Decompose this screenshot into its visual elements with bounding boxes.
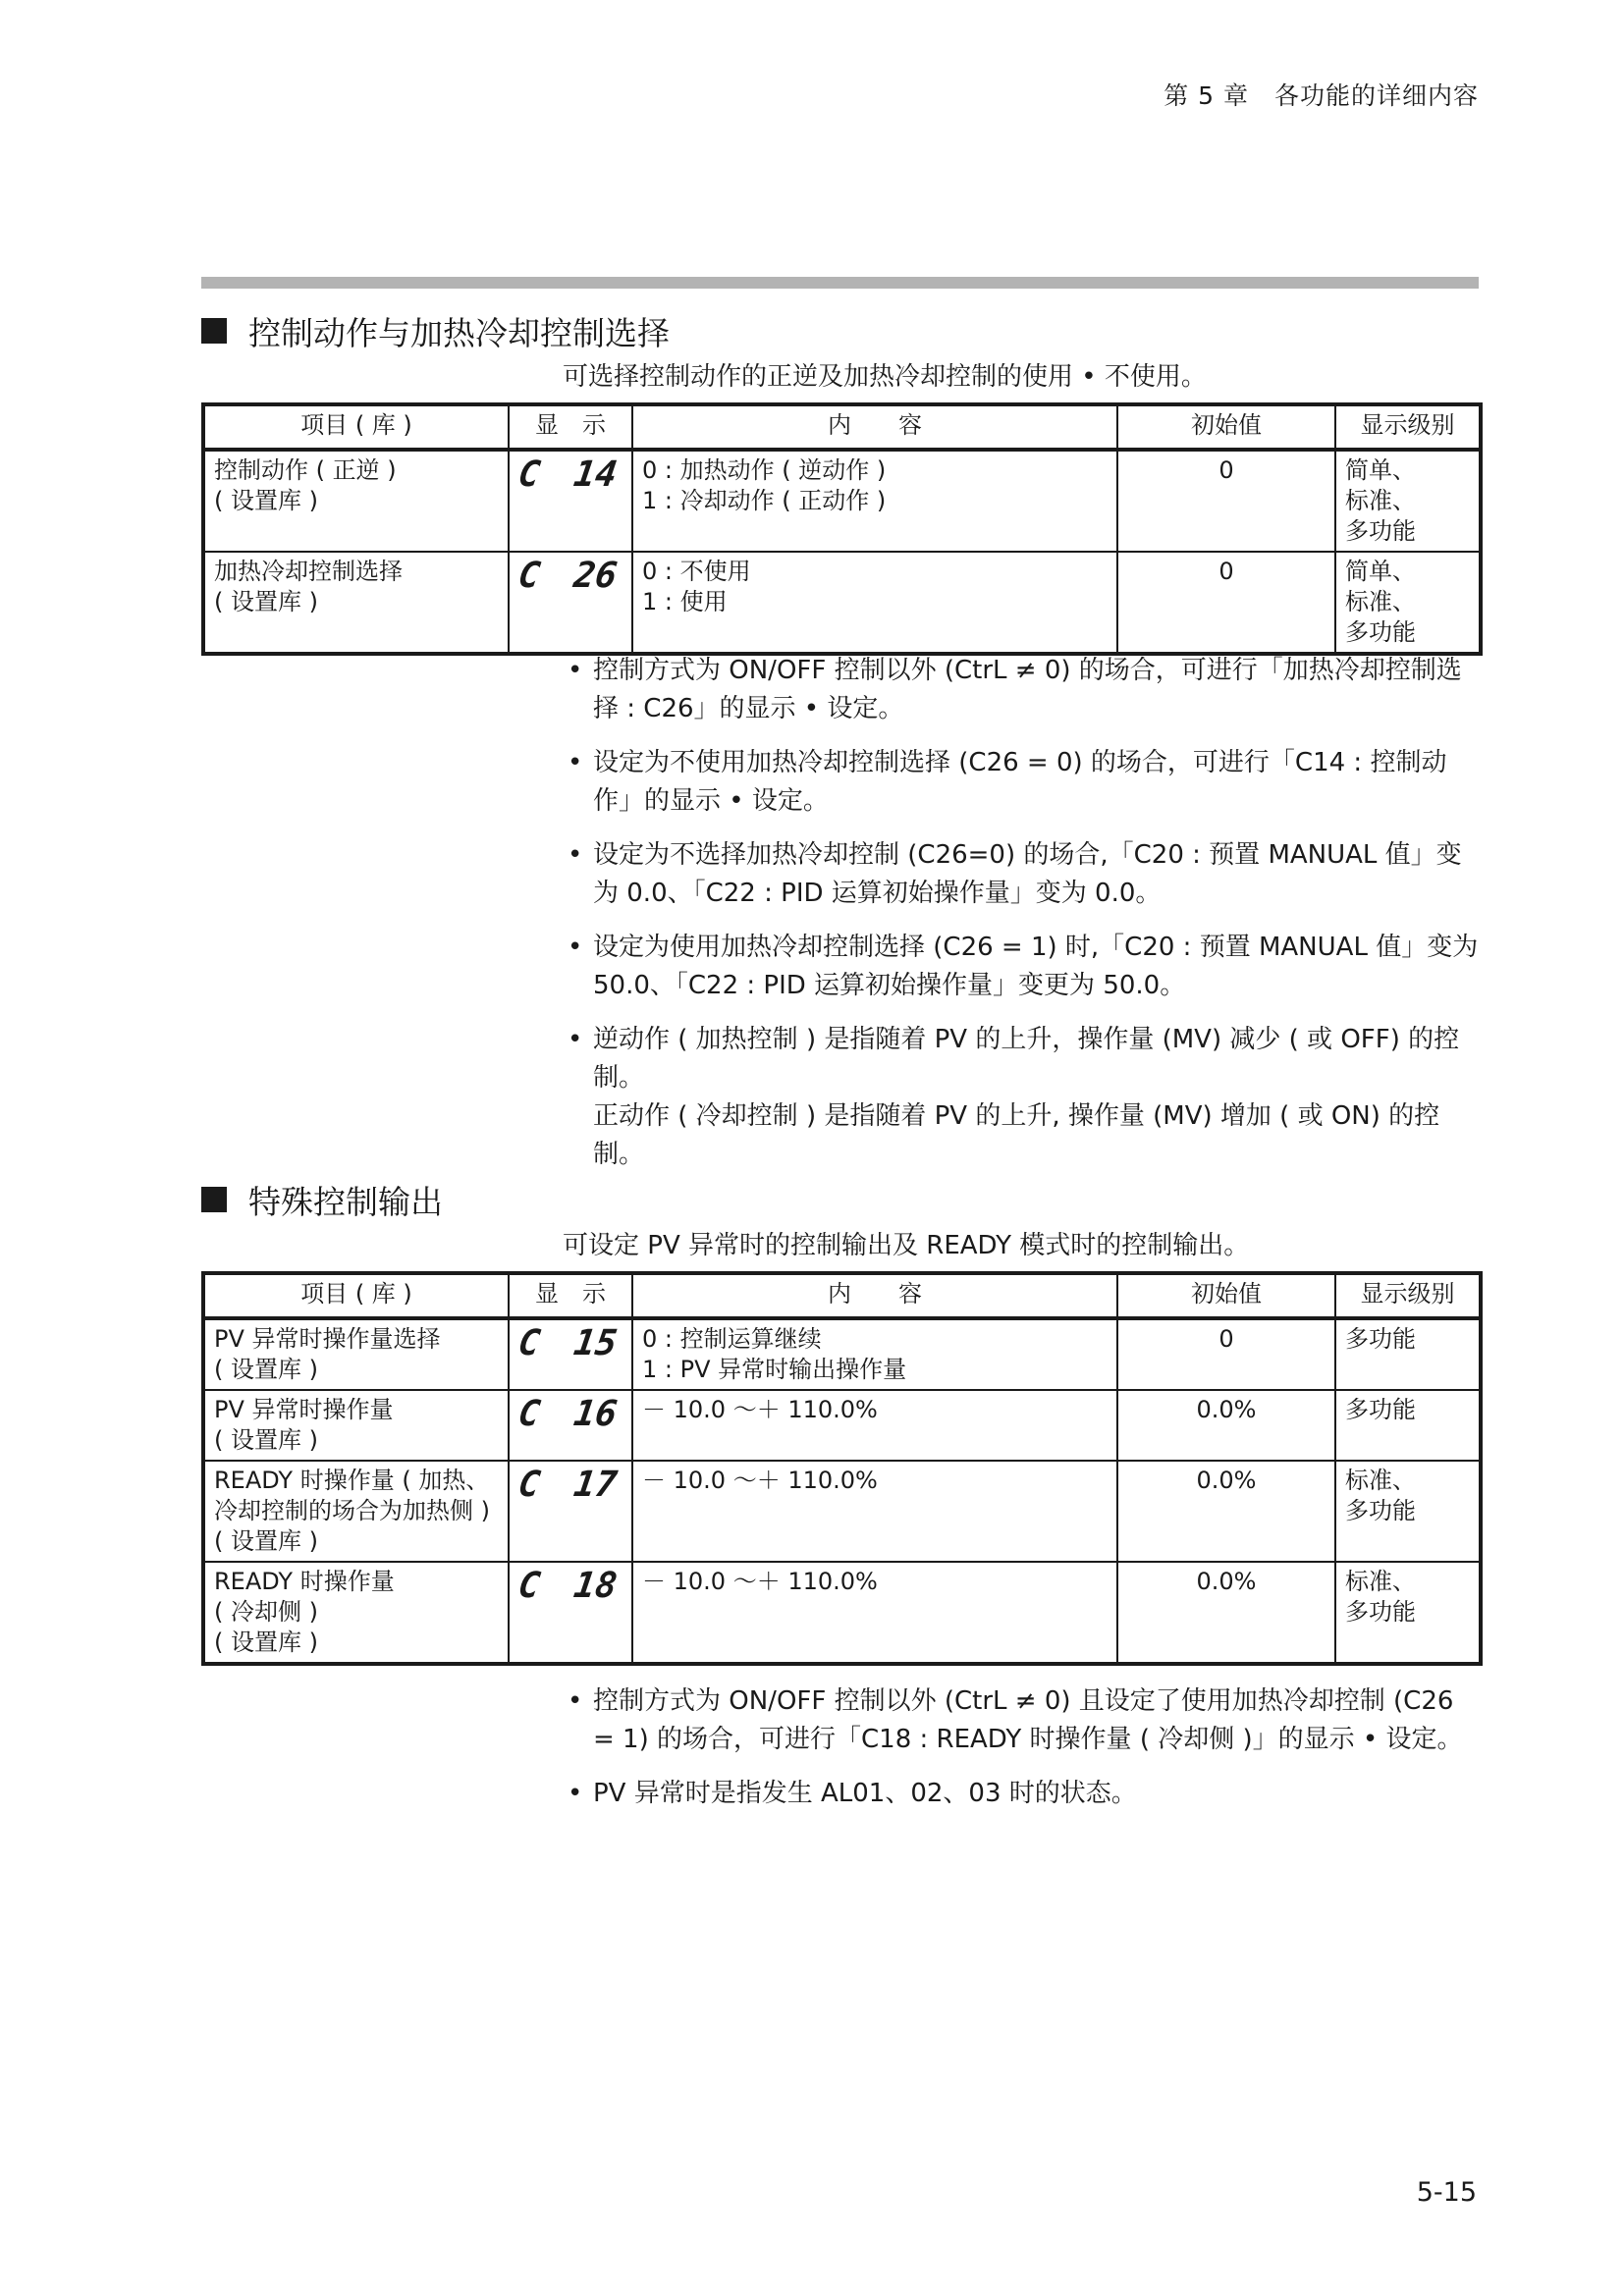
- content-cell: － 10.0 ～＋ 110.0%: [632, 1562, 1117, 1664]
- item-cell: PV 异常时操作量 ( 设置库 ): [203, 1390, 509, 1461]
- note-item: [568, 1775, 1481, 1813]
- item-cell: READY 时操作量 ( 冷却侧 ) ( 设置库 ): [203, 1562, 509, 1664]
- spec-table-2: [201, 1271, 1483, 1666]
- segment-code-letter: C: [515, 1323, 543, 1363]
- column-header: 项目 ( 库 ): [203, 404, 509, 450]
- column-header: 内 容: [632, 404, 1117, 450]
- display-level-cell: 简单、 标准、 多功能: [1335, 552, 1481, 654]
- display-level-cell: 多功能: [1335, 1318, 1481, 1390]
- initial-value-cell: 0: [1117, 1318, 1335, 1390]
- note-item: [568, 652, 1481, 728]
- note-item: [568, 836, 1481, 913]
- note-item: [568, 929, 1481, 1005]
- display-code-cell: [509, 1562, 632, 1664]
- initial-value-cell: 0.0%: [1117, 1562, 1335, 1664]
- display-code-cell: [509, 1461, 632, 1562]
- square-bullet-icon: [201, 318, 227, 344]
- spec-table-1: [201, 402, 1483, 656]
- note-item: [568, 744, 1481, 821]
- item-cell: PV 异常时操作量选择 ( 设置库 ): [203, 1318, 509, 1390]
- initial-value-cell: 0: [1117, 450, 1335, 552]
- chapter-header: 第 5 章 各功能的详细内容: [1164, 81, 1479, 110]
- note-text: PV 异常时是指发生 AL01、02、03 时的状态。: [593, 1779, 1137, 1808]
- note-text: 控制方式为 ON/OFF 控制以外 (CtrL ≠ 0) 的场合，可进行「加热冷却控制选择 : C26」的显示 • 设定。: [593, 656, 1462, 723]
- column-header: 显 示: [509, 404, 632, 450]
- segment-display: [515, 1324, 620, 1363]
- note-text-extra: 正动作 ( 冷却控制 ) 是指随着 PV 的上升, 操作量 (MV) 增加 ( 或 ON) 的控制。: [593, 1101, 1440, 1169]
- segment-display: [515, 455, 620, 495]
- note-item: [568, 1021, 1481, 1174]
- notes-list-2: [568, 1682, 1481, 1829]
- segment-display: [515, 1567, 620, 1606]
- segment-code-number: 26: [570, 556, 620, 596]
- segment-code-number: 18: [570, 1566, 620, 1606]
- display-level-cell: 标准、 多功能: [1335, 1461, 1481, 1562]
- display-code-cell: [509, 552, 632, 654]
- segment-code-letter: C: [515, 454, 543, 495]
- table-header-row: [203, 404, 1481, 450]
- display-level-cell: 多功能: [1335, 1390, 1481, 1461]
- section-subtitle: 可选择控制动作的正逆及加热冷却控制的使用 • 不使用。: [563, 362, 1207, 392]
- note-text: 设定为不使用加热冷却控制选择 (C26 = 0) 的场合，可进行「C14 : 控制动作」的显示 • 设定。: [593, 748, 1447, 816]
- segment-code-letter: C: [515, 1465, 543, 1505]
- display-level-cell: 简单、 标准、 多功能: [1335, 450, 1481, 552]
- display-code-cell: [509, 1318, 632, 1390]
- note-text: 逆动作 ( 加热控制 ) 是指随着 PV 的上升，操作量 (MV) 减少 ( 或 OFF) 的控制。: [593, 1025, 1460, 1093]
- segment-code-number: 16: [570, 1394, 620, 1434]
- note-item: [568, 1682, 1481, 1759]
- column-header: 显 示: [509, 1273, 632, 1318]
- initial-value-cell: 0.0%: [1117, 1390, 1335, 1461]
- section-title-text: 控制动作与加热冷却控制选择: [248, 313, 670, 352]
- segment-code-letter: C: [515, 1394, 543, 1434]
- display-level-cell: 标准、 多功能: [1335, 1562, 1481, 1664]
- initial-value-cell: 0: [1117, 552, 1335, 654]
- square-bullet-icon: [201, 1187, 227, 1212]
- section-title: [201, 309, 1479, 352]
- section-subtitle: 可设定 PV 异常时的控制输出及 READY 模式时的控制输出。: [563, 1231, 1250, 1260]
- section-control-action: [201, 309, 1479, 656]
- column-header: 显示级别: [1335, 404, 1481, 450]
- table-row: [203, 1461, 1481, 1562]
- notes-list-1: [568, 652, 1481, 1190]
- segment-code-number: 17: [570, 1465, 620, 1505]
- note-text: 控制方式为 ON/OFF 控制以外 (CtrL ≠ 0) 且设定了使用加热冷却控制 (C26 = 1) 的场合，可进行「C18 : READY 时操作量 ( 冷却侧 )」的显示 • 设定。: [593, 1686, 1463, 1754]
- column-header: 显示级别: [1335, 1273, 1481, 1318]
- section-special-output: [201, 1178, 1479, 1666]
- section-title: [201, 1178, 1479, 1221]
- table-row: [203, 450, 1481, 552]
- note-text: 设定为不选择加热冷却控制 (C26=0) 的场合,「C20 : 预置 MANUAL 值」变为 0.0、「C22 : PID 运算初始操作量」变为 0.0。: [593, 840, 1462, 908]
- initial-value-cell: 0.0%: [1117, 1461, 1335, 1562]
- display-code-cell: [509, 450, 632, 552]
- table-header-row: [203, 1273, 1481, 1318]
- column-header: 初始值: [1117, 1273, 1335, 1318]
- table-row: [203, 1390, 1481, 1461]
- segment-display: [515, 1466, 620, 1505]
- table-row: [203, 552, 1481, 654]
- column-header: 初始值: [1117, 404, 1335, 450]
- item-cell: READY 时操作量 ( 加热、 冷却控制的场合为加热侧 ) ( 设置库 ): [203, 1461, 509, 1562]
- display-code-cell: [509, 1390, 632, 1461]
- segment-code-number: 15: [570, 1323, 620, 1363]
- content-cell: 0 : 控制运算继续 1 : PV 异常时输出操作量: [632, 1318, 1117, 1390]
- column-header: 项目 ( 库 ): [203, 1273, 509, 1318]
- content-cell: － 10.0 ～＋ 110.0%: [632, 1390, 1117, 1461]
- page-number: 5-15: [1416, 2177, 1477, 2208]
- segment-display: [515, 1395, 620, 1434]
- table-row: [203, 1318, 1481, 1390]
- segment-code-letter: C: [515, 1566, 543, 1606]
- segment-code-number: 14: [570, 454, 620, 495]
- segment-code-letter: C: [515, 556, 543, 596]
- content-cell: － 10.0 ～＋ 110.0%: [632, 1461, 1117, 1562]
- column-header: 内 容: [632, 1273, 1117, 1318]
- table-row: [203, 1562, 1481, 1664]
- section-title-text: 特殊控制输出: [248, 1182, 443, 1221]
- content-cell: 0 : 加热动作 ( 逆动作 ) 1 : 冷却动作 ( 正动作 ): [632, 450, 1117, 552]
- note-text: 设定为使用加热冷却控制选择 (C26 = 1) 时,「C20 : 预置 MANUAL 值」变为 50.0、「C22 : PID 运算初始操作量」变更为 50.0。: [593, 933, 1479, 1000]
- item-cell: 控制动作 ( 正逆 ) ( 设置库 ): [203, 450, 509, 552]
- content-cell: 0 : 不使用 1 : 使用: [632, 552, 1117, 654]
- item-cell: 加热冷却控制选择 ( 设置库 ): [203, 552, 509, 654]
- section-divider: [201, 277, 1479, 289]
- segment-display: [515, 557, 620, 596]
